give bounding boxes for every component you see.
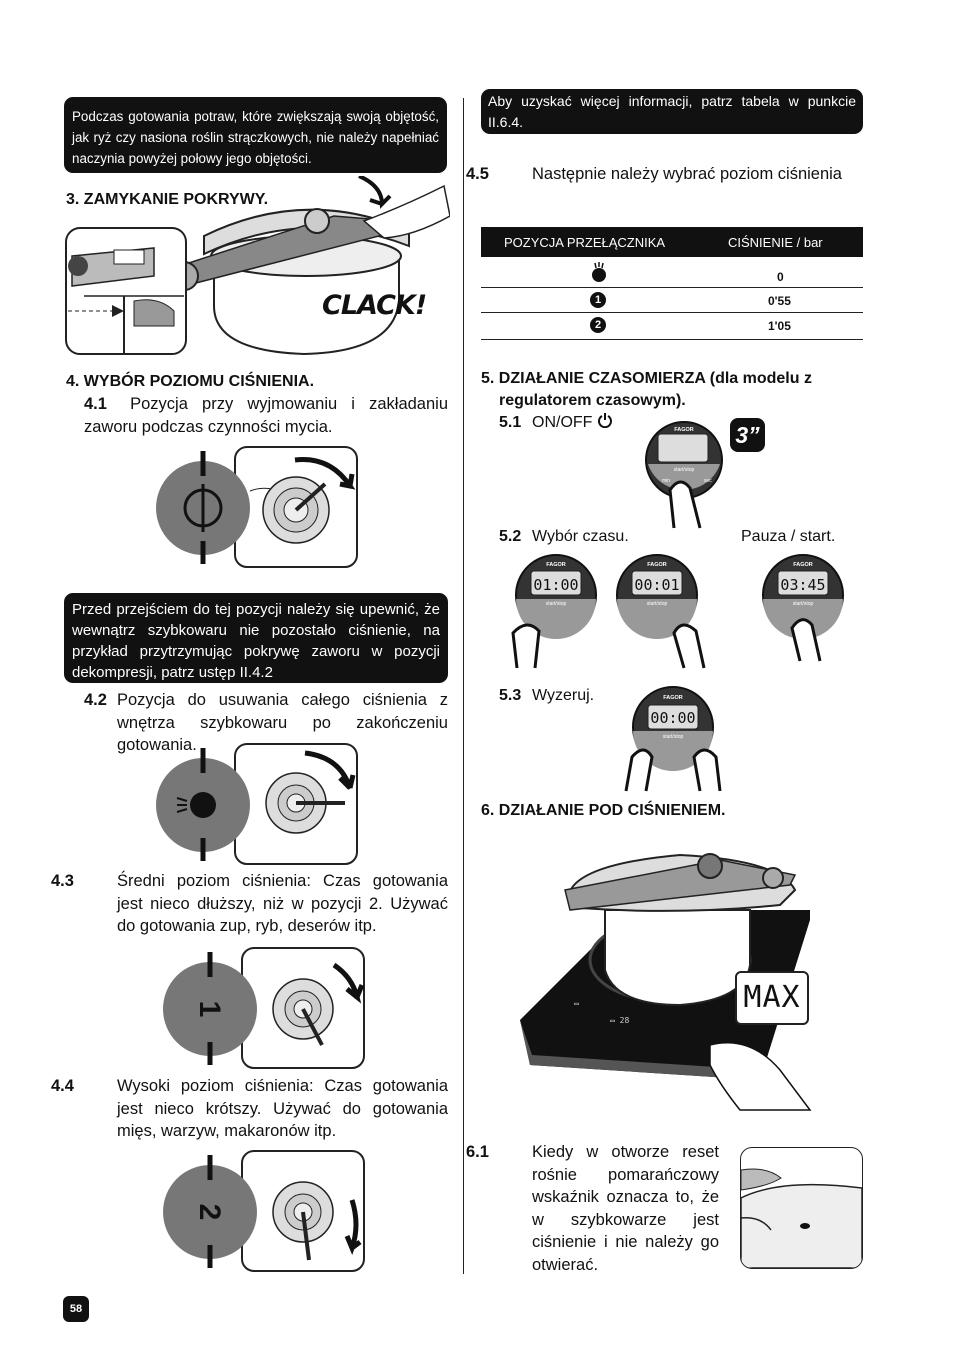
timer-start-stop: start/stop (792, 601, 814, 607)
timer-start-stop: start/stop (545, 601, 567, 607)
item-4-3: 4.3 Średni poziom ciśnienia: Czas gotowania jest nieco dłuższy, niż w pozycji 2. Używać do gotowania zup, ryb, deserów itp. (51, 872, 448, 936)
timer-brand: FAGOR (647, 562, 667, 568)
warning-note-top: Podczas gotowania potraw, które zwiększają swoją objętość, jak ryż czy nasiona roślin strączkowych, nie należy napełniać naczynia powyżej połowy jego objętości. (64, 97, 447, 173)
timer-display: 01:00 (533, 576, 579, 594)
item-4-1: 4.1 Pozycja przy wyjmowaniu i zakładaniu zaworu podczas czynności mycia. (84, 395, 448, 436)
item-4-4: 4.4 Wysoki poziom ciśnienia: Czas gotowania jest nieco krótszy. Używać do gotowania mięs, warzyw, makaronów itp. (51, 1077, 448, 1141)
timer-start-stop: start/stop (673, 467, 695, 473)
timer-set-1 (511, 553, 601, 670)
section-4-heading: 4. WYBÓR POZIOMU CIŚNIENIA. (66, 373, 315, 390)
pressure-value: 1'05 (768, 319, 791, 333)
timer-min: min (662, 478, 671, 484)
timer-brand: FAGOR (663, 695, 683, 701)
timer-brand: FAGOR (793, 562, 813, 568)
pause-start-label: Pauza / start. (741, 528, 836, 545)
power-icon (597, 412, 613, 428)
timer-start-stop: start/stop (646, 601, 668, 607)
column-divider (463, 98, 464, 1274)
lid-closing-illustration (64, 176, 450, 366)
max-display-label: MAX (735, 971, 809, 1025)
item-6-1: 6.1 Kiedy w otworze reset rośnie pomarańczowy wskaźnik oznacza to, że w szybkowarze jest ciśnienie i nie należy go otwierać. (466, 1143, 719, 1274)
timer-on-off-illustration (644, 420, 726, 530)
timer-brand: FAGOR (674, 427, 694, 433)
timer-3s-badge: 3” (730, 418, 765, 452)
dial-number-1: 1 (193, 1000, 226, 1018)
item-4-5: 4.5 Następnie należy wybrać poziom ciśnienia (466, 165, 842, 183)
number-2-icon: 2 (590, 317, 606, 333)
reset-hole-illustration (740, 1147, 863, 1269)
info-note: Aby uzyskać więcej informacji, patrz tabela w punkcie II.6.4. (481, 89, 863, 134)
item-5-3: 5.3 Wyzeruj. (499, 687, 595, 704)
item-5-2: 5.2 Wybór czasu. (499, 528, 629, 545)
timer-reset (618, 685, 728, 793)
timer-brand: FAGOR (546, 562, 566, 568)
table-row (481, 288, 863, 312)
section-3-heading: 3. ZAMYKANIE POKRYWY. (66, 191, 269, 208)
pressure-value: 0 (777, 270, 784, 284)
pressure-table-header (481, 227, 863, 257)
timer-display: 00:00 (650, 709, 696, 727)
timer-sec: sec (704, 478, 712, 484)
number-1-icon: 1 (590, 292, 606, 308)
page-number: 58 (63, 1296, 89, 1322)
pressure-value: 0'55 (768, 294, 791, 308)
table-row (481, 313, 863, 339)
clack-label: CLACK! (322, 290, 427, 321)
timer-display: 03:45 (780, 576, 826, 594)
svg-text:▭: ▭ (574, 999, 579, 1008)
section-6-heading: 6. DZIAŁANIE POD CIŚNIENIEM. (481, 802, 726, 819)
item-4-2: 4.2 Pozycja do usuwania całego ciśnienia z wnętrza szybkowaru po zakończeniu gotowania. (84, 691, 448, 755)
table-row (481, 260, 863, 287)
timer-start-stop: start/stop (662, 734, 684, 740)
dial-figure-4-2 (155, 743, 361, 867)
dial-number-2: 2 (193, 1203, 226, 1221)
table-col-pressure: CIŚNIENIE / bar (728, 235, 823, 250)
dial-figure-4-1 (155, 446, 361, 570)
dial-figure-4-4 (162, 1150, 368, 1274)
timer-pause-start (758, 553, 848, 663)
table-row-divider (481, 339, 863, 340)
steam-icon (591, 262, 607, 282)
svg-text:▭ 28: ▭ 28 (610, 1016, 630, 1025)
section-5-heading: 5. DZIAŁANIE CZASOMIERZA (dla modelu z regulatorem czasowym). (481, 370, 812, 409)
item-5-1: 5.1 ON/OFF (499, 412, 613, 432)
timer-display: 00:01 (634, 576, 680, 594)
table-col-position: POZYCJA PRZEŁĄCZNIKA (504, 235, 666, 250)
dial-figure-4-3 (162, 947, 368, 1071)
timer-set-2 (612, 553, 707, 670)
warning-note-mid: Przed przejściem do tej pozycji należy się upewnić, że wewnątrz szybkowaru nie pozostało ciśnienie, na przykład przytrzymując pokrywę zaworu w pozycji dekompresji, patrz ustęp II.4.2 (64, 593, 448, 683)
